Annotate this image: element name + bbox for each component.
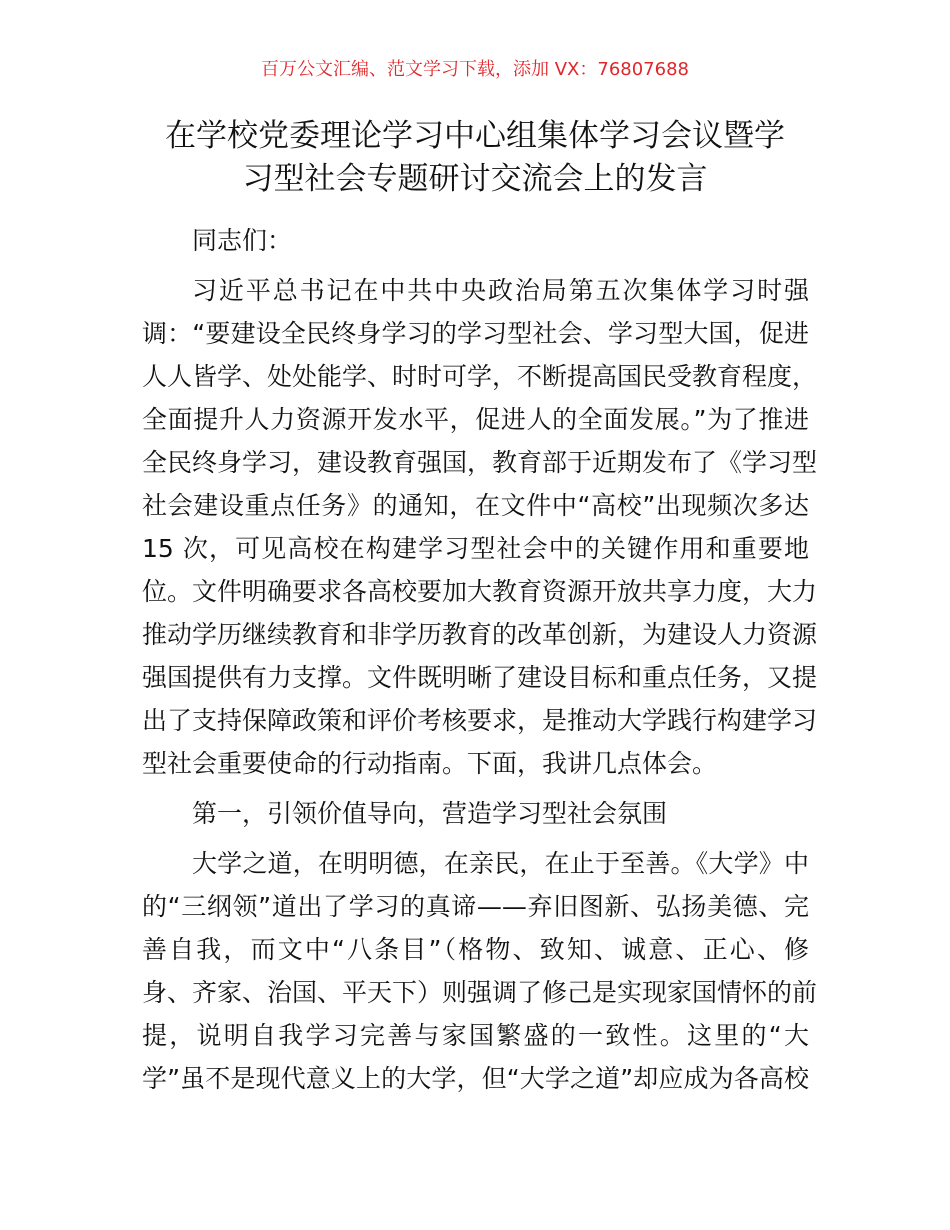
text-line: 全民终身学习，建设教育强国，教育部于近期发布了《学习型 [142, 448, 818, 477]
text-line: 人人皆学、处处能学、时时可学，不断提高国民受教育程度， [142, 362, 818, 391]
text-line: 15 次，可见高校在构建学习型社会中的关键作用和重要地 [142, 534, 809, 563]
salutation-text: 同志们： [192, 226, 293, 255]
paragraph-section-1 [142, 842, 818, 1100]
title-line: 习型社会专题研讨交流会上的发言 [242, 161, 708, 197]
text-line: 习近平总书记在中共中央政治局第五次集体学习时强 [192, 276, 809, 305]
document-title [100, 115, 850, 201]
salutation [142, 219, 809, 262]
document-body [142, 219, 818, 1107]
text-line: 社会建设重点任务》的通知，在文件中“高校”出现频次多达 [142, 491, 809, 520]
text-line: 第一，引领价值导向，营造学习型社会氛围 [192, 799, 668, 828]
text-line: 位。文件明确要求各高校要加大教育资源开放共享力度，大力 [142, 577, 818, 606]
paragraph-intro [142, 269, 818, 785]
text-line: 推动学历继续教育和非学历教育的改革创新，为建设人力资源 [142, 620, 818, 649]
text-line: 提，说明自我学习完善与家国繁盛的一致性。这里的“大 [142, 1021, 809, 1050]
text-line: 全面提升人力资源开发水平，促进人的全面发展。”为了推进 [142, 405, 809, 434]
watermark-header: 百万公文汇编、范文学习下载，添加 VX：76807688 [261, 59, 689, 80]
text-line: 调：“要建设全民终身学习的学习型社会、学习型大国，促进 [142, 319, 809, 348]
text-line: 的“三纲领”道出了学习的真谛——弃旧图新、弘扬美德、完 [142, 892, 809, 921]
text-line: 型社会重要使命的行动指南。下面，我讲几点体会。 [142, 749, 718, 778]
text-line: 身、齐家、治国、平天下）则强调了修己是实现家国情怀的前 [142, 978, 818, 1007]
text-line: 出了支持保障政策和评价考核要求，是推动大学践行构建学习 [142, 706, 818, 735]
text-line: 强国提供有力支撑。文件既明晰了建设目标和重点任务，又提 [142, 663, 818, 692]
section-heading [142, 792, 809, 835]
text-line: 大学之道，在明明德，在亲民，在止于至善。《大学》中 [192, 849, 809, 878]
text-line: 善自我，而文中“八条目”（格物、致知、诚意、正心、修 [142, 935, 809, 964]
text-line: 学”虽不是现代意义上的大学，但“大学之道”却应成为各高校 [142, 1064, 809, 1093]
title-line: 在学校党委理论学习中心组集体学习会议暨学 [165, 118, 785, 154]
